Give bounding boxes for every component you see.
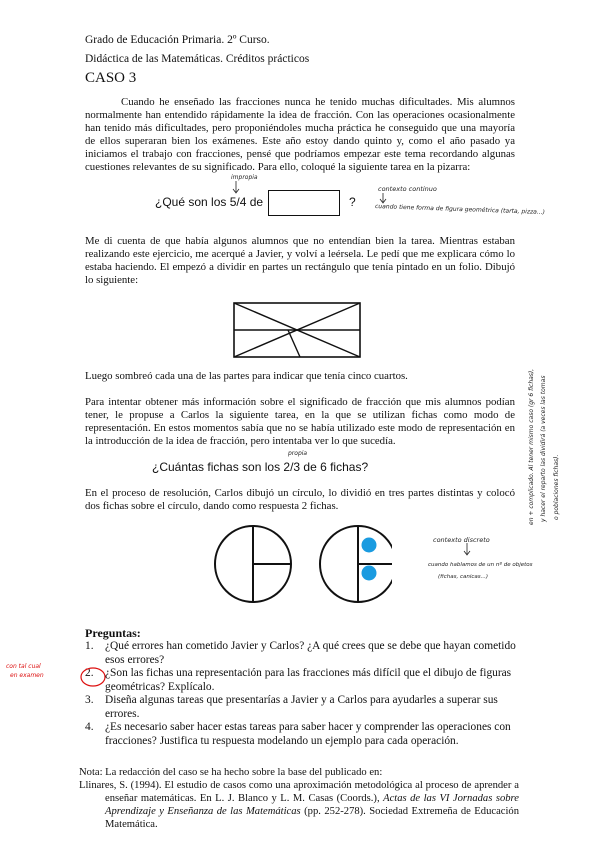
task1-question: ¿Qué son los 5/4 de (155, 195, 264, 209)
question-number: 2. (85, 667, 94, 679)
vertical-note-1: en + complicado. Al tener mismo caso (gr 6 fichas), (528, 368, 535, 525)
red-margin-note-2: en examen (10, 672, 44, 679)
reference-title: Actas de las VI Jornadas sobre Aprendizaje y Enseñanza de las Matemáticas (105, 793, 519, 817)
case-title: CASO 3 (85, 70, 137, 86)
reference-authors: Llinares, S. (1994). El estudio de casos como una aproximación metodológica al proceso de aprender a enseñar matemáticas. En L. J. Blanco y L. M. Casas (Coords.), (79, 780, 519, 804)
carlos-paragraph: En el proceso de resolución, Carlos dibujó un círculo, lo dividió en tres partes distintas y colocó dos fichas sobre el círculo, dando como respuesta 2 fichas. (85, 487, 515, 512)
intro-paragraph: Cuando he enseñado las fracciones nunca he tenido muchas dificultades. Mis alumnos normalmente han entendido rápidamente la idea de fracción. Con las operaciones ocasionalmente han tenido más dificultades, pero proponiéndoles mucha práctica he conseguido que una mayoría de ellos superaran bien los exámenes. Este año estoy dando quinto y, como el año pasado ya iniciamos el trabajo con fracciones, pensé que podríamos empezar este tema recordando algunas cuestiones relevantes de su significado. Para ello, coloqué la siguiente tarea en la pizarra: (85, 96, 515, 173)
question-item (85, 667, 517, 694)
question-item (85, 694, 517, 721)
carlos-intro-paragraph: Para intentar obtener más información sobre el significado de fracción que mis alumnos podían tener, le propuse a Carlos la siguiente tarea, en la que se utilizan fichas como modo de representación. En estos momentos sabía que no se había utilizado este modo de representación en la introducción de la idea de fracción, pero intentaba ver lo que sucedía. (85, 396, 515, 447)
divided-rectangle-drawing (233, 302, 361, 358)
task1-question-mark: ? (349, 195, 356, 209)
red-margin-note-1: con tal cual (6, 663, 41, 670)
subject-line: Didáctica de las Matemáticas. Créditos prácticos (85, 53, 310, 65)
circles-drawing (212, 523, 392, 607)
note-line: Nota: La redacción del caso se ha hecho sobre la base del publicado en: (79, 767, 383, 778)
arrow-down-icon (462, 542, 474, 558)
question-number: 3. (85, 694, 94, 706)
note-figura-geometrica: cuando tiene forma de figura geométrica (tarta, pizza...) (374, 203, 546, 216)
rectangle-figure (268, 190, 340, 216)
questions-heading: Preguntas: (85, 626, 141, 640)
note-contexto-discreto: contexto discreto (433, 536, 490, 544)
vertical-note-2: y hacer el reparto las dividirá (a veces las tomas (540, 375, 547, 522)
javier-paragraph: Me di cuenta de que había algunos alumnos que no entendían bien la tarea. Mientras estaban realizando este ejercicio, me acerqué a Javier, y volví a leérsela. Le pedí que me explicara cómo lo estaba haciendo. El empezó a dividir en partes un rectángulo que tenía pintado en un folio. Dibujó lo siguiente: (85, 235, 515, 286)
reference-publisher: (pp. 252-278). Sociedad Extremeña de Educación Matemática. (105, 806, 520, 830)
javier-shading-paragraph: Luego sombreó cada una de las partes para indicar que tenía cinco cuartos. (85, 370, 408, 382)
question-item (85, 640, 517, 667)
question-item (85, 721, 517, 748)
note-fichas-canicas: (fichas, canicas...) (438, 574, 488, 580)
vertical-notes (528, 300, 538, 530)
task2-question: ¿Cuántas fichas son los 2/3 de 6 fichas? (152, 460, 369, 474)
arrow-down-icon (230, 180, 250, 196)
questions-list (85, 640, 517, 748)
question-text: ¿Es necesario saber hacer estas tareas para saber hacer y comprender las operaciones con fracciones? Justifica tu respuesta modelando un ejemplo para cada operación. (105, 721, 511, 747)
question-text: ¿Qué errores han cometido Javier y Carlos? ¿A qué crees que se debe que hayan cometido esos errores? (105, 640, 516, 666)
vertical-note-3: o poblaciones fichas). (553, 454, 560, 520)
reference-entry (79, 779, 519, 831)
red-circle-mark (78, 665, 108, 689)
ficha-token-1 (362, 538, 377, 553)
question-text: Diseña algunas tareas que presentarías a Javier y a Carlos para ayudarles a superar sus errores. (105, 694, 498, 720)
note-numero-objetos: cuando hablamos de un nº de objetos (428, 562, 533, 568)
note-impropia: impropia (231, 174, 258, 181)
note-contexto-continuo: contexto continuo (378, 185, 437, 193)
vertical-notes-2 (540, 300, 550, 530)
question-number: 4. (85, 721, 94, 733)
vertical-notes-3 (553, 420, 563, 530)
course-line: Grado de Educación Primaria. 2º Curso. (85, 34, 270, 46)
question-text: ¿Son las fichas una representación para las fracciones más difícil que el dibujo de figuras geométricas? Explícalo. (105, 667, 512, 693)
question-number: 1. (85, 640, 94, 652)
ficha-token-2 (362, 566, 377, 581)
note-propia: propia (288, 450, 308, 457)
